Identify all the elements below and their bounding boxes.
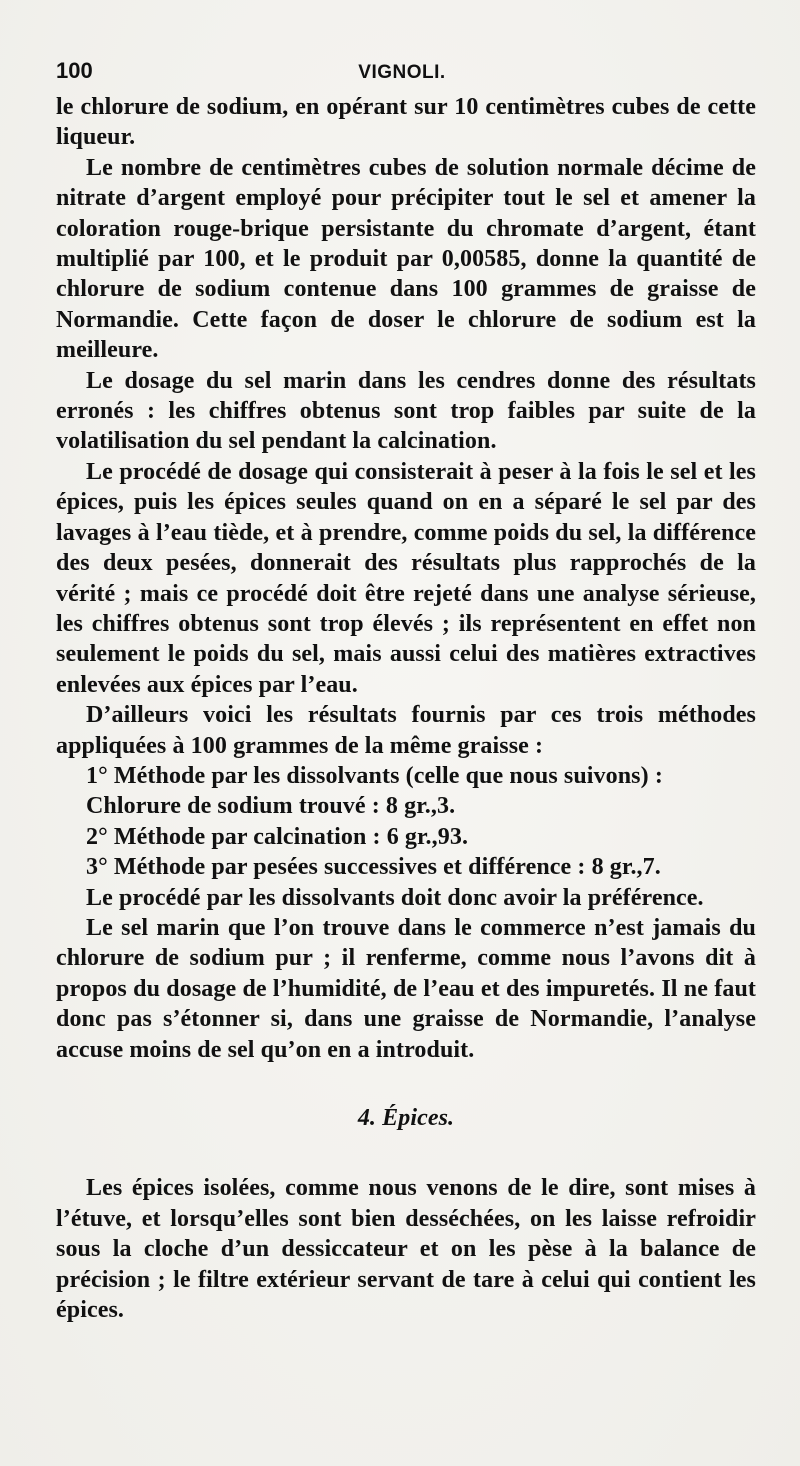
paragraph: Le nombre de centimètres cubes de solution normale décime de nitrate d’argent employé pour précipiter tout le sel et amener la coloration rouge-brique persistante du chromate d’argent, étant multiplié par 100, et le produit par 0,00585, donne la quantité de chlorure de sodium contenue dans 100 grammes de graisse de Normandie. Cette façon de doser le chlorure de sodium est la meilleure.	[56, 154, 756, 364]
body-text	[56, 92, 756, 1325]
paragraph: le chlorure de sodium, en opérant sur 10 centimètres cubes de cette liqueur.	[56, 94, 756, 151]
page-header	[56, 58, 748, 88]
paragraph: Les épices isolées, comme nous venons de le dire, sont mises à l’étuve, et lorsqu’elles sont bien desséchées, on les laisse refroidir sous la cloche d’un dessiccateur et on les pèse à la balance de précision ; le filtre extérieur servant de tare à celui qui contient les épices.	[56, 1175, 756, 1324]
method-line: Chlorure de sodium trouvé : 8 gr.,3.	[86, 793, 456, 820]
method-line: 3° Méthode par pesées successives et différence : 8 gr.,7.	[86, 854, 661, 881]
paragraph: Le sel marin que l’on trouve dans le commerce n’est jamais du chlorure de sodium pur ; il renferme, comme nous l’avons dit à propos du dosage de l’humidité, de l’eau et des impuretés. Il ne faut donc pas s’étonner si, dans une graisse de Normandie, l’analyse accuse moins de sel qu’on en a introduit.	[56, 914, 756, 1063]
paragraph: Le procédé de dosage qui consisterait à peser à la fois le sel et les épices, puis les épices seules quand on en a séparé le sel par des lavages à l’eau tiède, et à prendre, comme poids du sel, la différence des deux pesées, donnerait des résultats plus rapprochés de la vérité ; mais ce procédé doit être rejeté dans une analyse sérieuse, les chiffres obtenus sont trop élevés ; ils représentent en effet non seulement le poids du sel, mais aussi celui des matières extractives enlevées aux épices par l’eau.	[56, 458, 756, 698]
paragraph: Le dosage du sel marin dans les cendres donne des résultats erronés : les chiffres obtenus sont trop faibles par suite de la volatilisation du sel pendant la calcination.	[56, 367, 756, 455]
paragraph: D’ailleurs voici les résultats fournis par ces trois méthodes appliquées à 100 grammes de la même graisse :	[56, 702, 756, 759]
method-line: 2° Méthode par calcination : 6 gr.,93.	[86, 823, 469, 850]
running-head: VIGNOLI.	[358, 62, 446, 83]
page-number: 100	[56, 58, 93, 83]
section-heading: 4. Épices.	[357, 1105, 455, 1131]
method-line: 1° Méthode par les dissolvants (celle que nous suivons) :	[86, 762, 663, 789]
paragraph: Le procédé par les dissolvants doit donc avoir la préférence.	[86, 884, 704, 911]
